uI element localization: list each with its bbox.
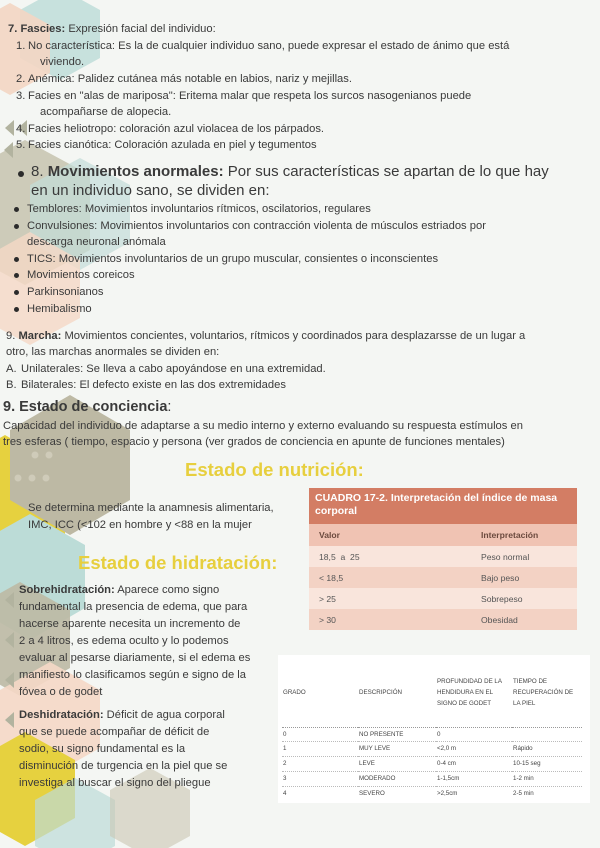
godet-row-4-prof: >2,5cm: [437, 790, 458, 798]
marcha-title: Marcha:: [18, 330, 62, 342]
deshidratacion-text-1: Déficit de agua corporal: [103, 709, 225, 721]
imc-table-title-line1: CUADRO 17-2. Interpretación del índice de masa: [315, 492, 558, 504]
sobrehidratacion-text-5: evaluar al pesarse diariamente, si el edema es: [19, 652, 251, 664]
marcha-label-a: A.: [6, 363, 17, 375]
conciencia-line1: Capacidad del individuo de adaptarse a su medio interno y externo evaluando su respuesta estímulos en: [3, 420, 523, 432]
fascies-num-1: 1.: [16, 40, 26, 52]
fascies-item-3-line1: Facies en "alas de mariposa": Eritema malar que respeta los surcos nasogenianos puede: [28, 90, 472, 102]
fascies-item-4-line1: Facies heliotropo: coloración azul violacea de los párpados.: [28, 123, 325, 135]
godet-header-profundidad: PROFUNDIDAD DE LA HENDIDURA EN EL SIGNO DE GODET: [437, 678, 502, 708]
marcha-intro-line1: Movimientos concientes, voluntarios, rítmicos y coordinados para desplazarsse de un lugar a: [61, 330, 526, 342]
movimientos-intro-line2: en un individuo sano, se dividen en:: [31, 182, 270, 199]
fascies-item-1-line2: viviendo.: [40, 56, 85, 68]
imc-table-header-row: [309, 524, 577, 546]
conciencia-line2: tres esferas ( tiempo, espacio y persona (ver grados de conciencia en apunte de funciones mentales): [3, 436, 505, 448]
fascies-item-2-line1: Anémica: Palidez cutánea más notable en labios, nariz y mejillas.: [28, 73, 352, 85]
godet-row-4-grado: 4: [283, 790, 287, 798]
conciencia-colon: :: [167, 399, 172, 415]
imc-row-4-valor: > 30: [319, 615, 336, 625]
deshidratacion-line1: [19, 707, 225, 723]
movimientos-item-2-line2: descarga neuronal anómala: [27, 236, 166, 248]
nutricion-title: Estado de nutrición:: [185, 459, 364, 480]
godet-row-2-tiempo: 10-15 seg: [513, 760, 541, 767]
godet-row-0-desc: NO PRESENTE: [359, 730, 404, 738]
godet-row-1-tiempo: Rápido: [513, 745, 533, 752]
marcha-intro-line2: otro, las marchas anormales se dividen en:: [6, 346, 220, 358]
sobrehidratacion-text-3: hacerse aparente necesita un incremento de: [19, 618, 241, 630]
fascies-num-4: 4.: [16, 123, 26, 135]
godet-row-2-grado: 2: [283, 760, 287, 767]
deshidratacion-text-3: sodio, su signo fundamental es la: [19, 743, 186, 755]
godet-row-4-desc: SEVERO: [359, 790, 385, 798]
fascies-item-1-line1: No característica: Es la de cualquier individuo sano, puede expresar el estado de ánimo que está: [28, 40, 510, 52]
sobrehidratacion-text-2: fundamental la presencia de edema, que para: [19, 601, 248, 613]
godet-row-4: [282, 786, 582, 801]
movimientos-item-5: Parkinsonianos: [27, 286, 104, 298]
hidratacion-title: Estado de hidratación:: [78, 552, 278, 573]
nutricion-line1: Se determina mediante la anamnesis alimentaria,: [28, 502, 274, 514]
godet-table: [282, 659, 582, 801]
imc-row-1-interp: Peso normal: [481, 552, 530, 562]
fascies-heading-label: 7. Fascies:: [8, 23, 69, 35]
godet-row-0: [282, 727, 582, 741]
godet-row-2-prof: 0-4 cm: [437, 760, 456, 767]
godet-row-3-desc: MODERADO: [359, 775, 396, 782]
movimientos-item-4: Movimientos coreicos: [27, 269, 135, 281]
godet-row-3-prof: 1-1,5cm: [437, 775, 460, 782]
imc-table: [309, 488, 577, 630]
godet-header-tiempo: TIEMPO DE RECUPERACIÓN DE LA PIEL: [513, 678, 574, 708]
movimientos-intro-line1: Por sus características se apartan de lo que hay: [223, 163, 549, 180]
sobrehidratacion-line1: [19, 582, 219, 598]
imc-row-1-valor: 18,5 a 25: [319, 552, 360, 562]
fascies-num-5: 5.: [16, 139, 26, 151]
fascies-num-2: 2.: [16, 73, 26, 85]
godet-row-2: [282, 756, 582, 771]
movimientos-num: 8.: [31, 163, 48, 180]
conciencia-title: 9. Estado de conciencia: [3, 399, 168, 415]
imc-row-3: [309, 588, 577, 609]
sobrehidratacion-text-6: manifiesto lo clasificamos según e signo de la: [19, 669, 246, 681]
godet-row-1-prof: <2,0 m: [437, 745, 457, 752]
fascies-num-3: 3.: [16, 90, 26, 102]
deshidratacion-title: Deshidratación:: [19, 709, 104, 721]
sobrehidratacion-text-4: 2 a 4 litros, es edema oculto y lo podemos: [19, 635, 229, 647]
marcha-num: 9.: [6, 330, 19, 342]
godet-row-0-prof: 0: [437, 730, 441, 738]
godet-header-descripcion: DESCRIPCIÓN: [359, 689, 402, 697]
sobrehidratacion-text-1: Aparece como signo: [114, 584, 220, 596]
deshidratacion-text-5: investiga al buscar el signo del pliegue: [19, 777, 211, 789]
marcha-label-b: B.: [6, 379, 17, 391]
imc-table-title-line2: corporal: [315, 505, 358, 517]
imc-row-4-interp: Obesidad: [481, 615, 518, 625]
imc-col-interp: Interpretación: [481, 530, 539, 540]
godet-row-3-tiempo: 1-2 min: [513, 775, 534, 782]
imc-col-valor: Valor: [319, 530, 341, 540]
imc-row-2-interp: Bajo peso: [481, 573, 520, 583]
godet-row-1: [282, 741, 582, 756]
movimientos-item-2-line1: Convulsiones: Movimientos involuntarios con contracción violenta de músculos estriados por: [27, 220, 486, 232]
nutricion-line2: IMC, ICC (<102 en hombre y <88 en la mujer: [28, 519, 252, 531]
godet-header-row: [282, 659, 582, 727]
godet-row-0-grado: 0: [283, 730, 287, 738]
godet-header-grado: GRADO: [283, 689, 306, 697]
imc-row-3-valor: > 25: [319, 594, 336, 604]
imc-row-3-interp: Sobrepeso: [481, 594, 523, 604]
godet-row-0-tiempo: [512, 727, 582, 741]
imc-row-1: [309, 546, 577, 567]
imc-row-2: [309, 567, 577, 588]
movimientos-title: Movimientos anormales:: [47, 163, 224, 180]
imc-row-4: [309, 609, 577, 630]
godet-row-2-desc: LEVE: [359, 760, 375, 767]
marcha-item-b: Bilaterales: El defecto existe en las dos extremidades: [21, 379, 286, 391]
fascies-item-5-line1: Facies cianótica: Coloración azulada en piel y tegumentos: [28, 139, 317, 151]
godet-row-1-grado: 1: [283, 745, 287, 752]
imc-row-2-valor: < 18,5: [319, 573, 344, 583]
imc-table-title: [309, 488, 577, 524]
fascies-heading-text: Expresión facial del individuo:: [68, 23, 216, 35]
marcha-item-a: Unilaterales: Se lleva a cabo apoyándose en una extremidad.: [21, 363, 326, 375]
movimientos-item-6: Hemibalismo: [27, 303, 92, 315]
hidratacion-text: [0, 0, 280, 800]
godet-row-3-grado: 3: [283, 775, 287, 782]
godet-row-1-desc: MUY LEVE: [359, 745, 391, 752]
sobrehidratacion-title: Sobrehidratación:: [19, 584, 115, 596]
godet-table-card: [278, 655, 590, 803]
godet-row-3: [282, 771, 582, 786]
deshidratacion-text-4: disminución de turgencia en la piel que se: [19, 760, 228, 772]
fascies-item-3-line2: acompañarse de alopecia.: [40, 106, 172, 118]
sobrehidratacion-text-7: fóvea o de godet: [19, 686, 103, 698]
movimientos-item-3: TICS: Movimientos involuntarios de un grupo muscular, consientes o inconscientes: [27, 253, 439, 265]
movimientos-item-1: Temblores: Movimientos involuntarios rítmicos, oscilatorios, regulares: [27, 203, 371, 215]
godet-row-4-tiempo: 2-5 min: [513, 790, 534, 798]
deshidratacion-text-2: que se puede acompañar de déficit de: [19, 726, 210, 738]
